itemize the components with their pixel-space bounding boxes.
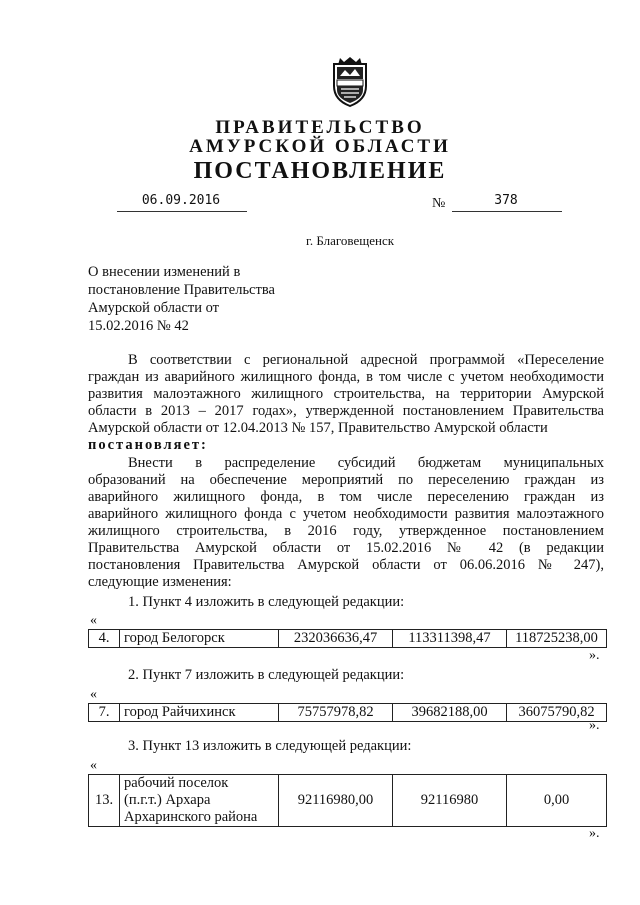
table-row <box>89 704 607 722</box>
subject-line: О внесении изменений в <box>88 264 241 280</box>
table-cell: 7. <box>89 704 120 722</box>
body-line: следующие изменения: <box>88 574 232 590</box>
table-cell-line: (п.г.т.) Архара <box>124 792 211 808</box>
body-line: постановления Правительства Амурской области от 06.06.2016 № 247), <box>88 557 604 573</box>
open-quote: « <box>90 613 97 628</box>
table-cell-line: Архаринского района <box>124 809 258 825</box>
table-cell-line: рабочий поселок <box>124 775 229 791</box>
table-row <box>89 775 607 827</box>
body-line: развития малоэтажного жилищного строительства, на территории Амурской <box>88 386 604 402</box>
open-quote: « <box>90 687 97 702</box>
close-quote: ». <box>589 718 600 733</box>
amendment-table-3 <box>88 774 607 827</box>
government-title-line2: АМУРСКОЙ ОБЛАСТИ <box>189 136 451 157</box>
amendment-table-2 <box>88 703 607 722</box>
open-quote: « <box>90 758 97 773</box>
table-row <box>89 630 607 648</box>
table-cell-name <box>120 775 279 827</box>
coat-of-arms-icon <box>328 56 372 108</box>
table-cell: 92116980 <box>393 775 507 827</box>
body-line: аварийного жилищного фонда, в том числе переселению граждан из <box>88 489 604 505</box>
table-cell: 92116980,00 <box>279 775 393 827</box>
number-sign: № <box>432 196 446 211</box>
subject-line: 15.02.2016 № 42 <box>88 318 189 334</box>
subject-line: постановление Правительства <box>88 282 275 298</box>
body-line: граждан из аварийного жилищного фонда, в том числе с учетом необходимости <box>88 369 604 385</box>
document-number: 378 <box>494 193 518 208</box>
table-cell: 39682188,00 <box>393 704 507 722</box>
table-cell: 75757978,82 <box>279 704 393 722</box>
table-cell: город Белогорск <box>120 630 279 648</box>
body-line: области в 2013 – 2017 годах», утвержденной постановлением Правительства <box>88 403 604 419</box>
amendment-table-1 <box>88 629 607 648</box>
subject-line: Амурской области от <box>88 300 220 316</box>
body-line: аварийного жилищного фонда с учетом необходимости развития малоэтажного <box>88 506 604 522</box>
table-cell: 4. <box>89 630 120 648</box>
close-quote: ». <box>589 826 600 841</box>
amendment-item-3: 3. Пункт 13 изложить в следующей редакции: <box>128 738 412 754</box>
document-date: 06.09.2016 <box>141 193 221 208</box>
body-line: В соответствии с региональной адресной программой «Переселение <box>128 352 604 368</box>
body-line: Амурской области от 12.04.2013 № 157, Правительство Амурской области <box>88 420 548 436</box>
body-line: Правительства Амурской области от 15.02.2016 № 42 (в редакции <box>88 540 604 556</box>
body-line: жилищного строительства, в 2016 году, утвержденное постановлением <box>88 523 604 539</box>
city-name: г. Благовещенск <box>305 233 395 248</box>
amendment-item-1: 1. Пункт 4 изложить в следующей редакции: <box>128 594 405 610</box>
number-underline <box>452 211 562 212</box>
body-line: Внести в распределение субсидий бюджетам муниципальных <box>128 455 604 471</box>
close-quote: ». <box>589 648 600 663</box>
government-title-line1: ПРАВИТЕЛЬСТВО <box>215 117 425 138</box>
resolves-word: постановляет: <box>88 437 208 453</box>
date-underline <box>117 211 247 212</box>
table-cell: 0,00 <box>507 775 607 827</box>
amendment-item-2: 2. Пункт 7 изложить в следующей редакции: <box>128 667 405 683</box>
table-cell: 232036636,47 <box>279 630 393 648</box>
table-cell: 113311398,47 <box>393 630 507 648</box>
table-cell: город Райчихинск <box>120 704 279 722</box>
body-line: образований на обеспечение мероприятий по переселению граждан из <box>88 472 604 488</box>
document-type-title: ПОСТАНОВЛЕНИЕ <box>193 158 447 184</box>
table-cell: 118725238,00 <box>507 630 607 648</box>
table-cell: 36075790,82 <box>507 704 607 722</box>
table-cell: 13. <box>89 775 120 827</box>
